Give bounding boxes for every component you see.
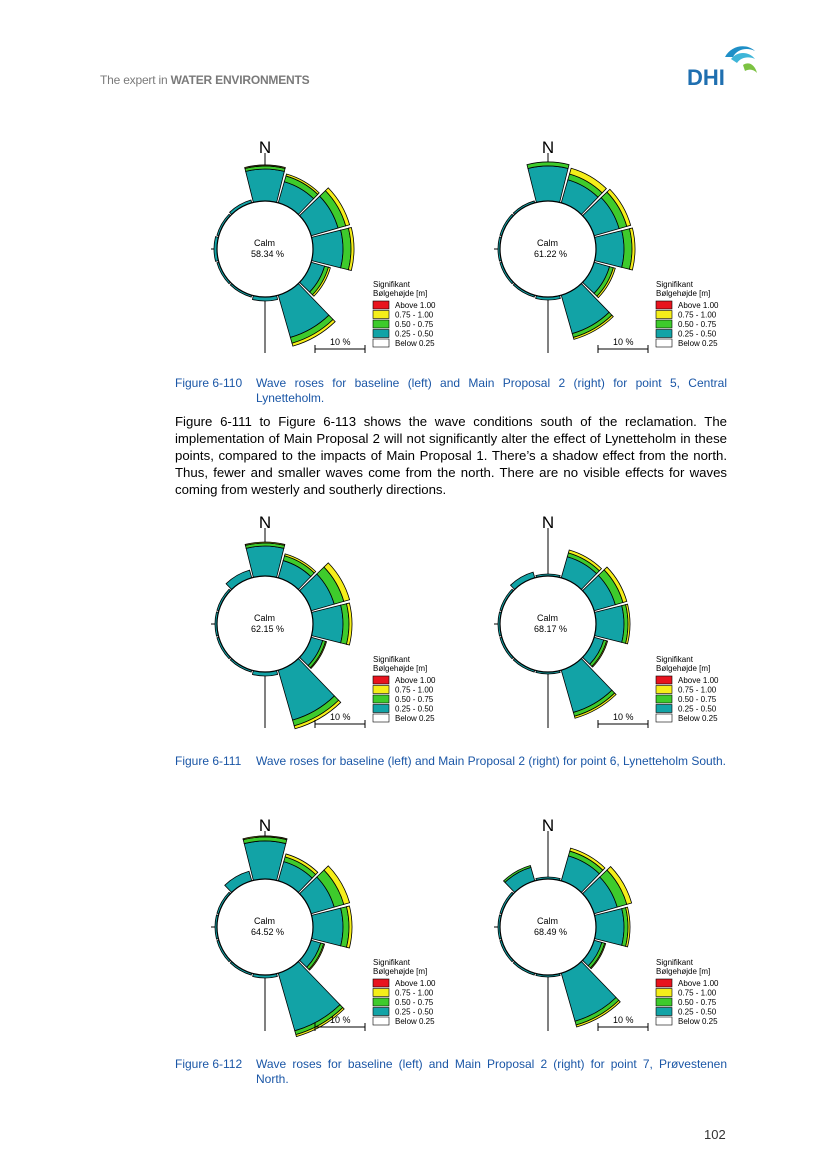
legend-swatch	[373, 339, 389, 347]
legend-swatch	[373, 705, 389, 713]
rose-petal-segment	[312, 605, 343, 643]
rose-petal-segment	[595, 231, 624, 268]
dhi-logo	[687, 43, 759, 89]
legend-item-label: Above 1.00	[678, 676, 719, 685]
rose-petal-segment	[312, 908, 343, 946]
scale-label: 10 %	[613, 337, 634, 347]
legend-item-label: Above 1.00	[395, 979, 436, 988]
legend-swatch	[656, 686, 672, 694]
wave-rose-fig111-proposal2	[478, 510, 733, 735]
legend-item-label: Above 1.00	[395, 301, 436, 310]
rose-petal-segment	[595, 606, 624, 643]
legend-swatch	[373, 989, 389, 997]
legend-swatch	[656, 998, 672, 1006]
header-tagline	[100, 73, 309, 87]
rose-petal-segment	[246, 169, 285, 202]
scale-label: 10 %	[330, 337, 351, 347]
legend-item-label: Below 0.25	[395, 339, 435, 348]
wave-rose-fig112-proposal2	[478, 813, 733, 1038]
north-label: N	[541, 513, 555, 532]
legend-item-label: 0.50 - 0.75	[395, 320, 434, 329]
calm-label: Calm	[537, 613, 559, 623]
legend-swatch	[656, 676, 672, 684]
legend-title-line1: Signifikant	[656, 655, 693, 664]
calm-value: 58.34 %	[251, 249, 285, 259]
legend-item-label: Below 0.25	[678, 339, 718, 348]
legend-item-label: 0.50 - 0.75	[678, 998, 717, 1007]
dhi-logo-graphic	[687, 43, 759, 89]
legend-item-label: 0.25 - 0.50	[678, 329, 717, 339]
legend-title-line2: Bølgehøjde [m]	[373, 289, 428, 298]
rose-petal-segment	[246, 546, 284, 577]
legend-swatch	[373, 998, 389, 1006]
legend-item-label: 0.25 - 0.50	[395, 329, 434, 339]
legend-item-label: 0.50 - 0.75	[678, 320, 717, 329]
page-number: 102	[704, 1127, 726, 1142]
legend-swatch	[373, 1008, 389, 1016]
legend-item-label: 0.25 - 0.50	[678, 704, 717, 714]
legend-title-line1: Signifikant	[373, 655, 410, 664]
tagline-bold: WATER ENVIRONMENTS	[170, 73, 310, 87]
wave-rose-fig110-proposal2	[478, 135, 733, 360]
wave-rose-fig110-baseline	[195, 135, 450, 360]
legend-item-label: 0.50 - 0.75	[395, 695, 434, 704]
legend-swatch	[373, 301, 389, 309]
calm-value: 61.22 %	[534, 249, 568, 259]
legend-item-label: 0.75 - 1.00	[678, 988, 717, 998]
caption-number: Figure 6-111	[175, 754, 242, 768]
logo-text: DHI	[687, 65, 725, 89]
wave-rose-fig111-baseline	[195, 510, 450, 735]
scale-label: 10 %	[613, 1015, 634, 1025]
calm-value: 68.49 %	[534, 927, 568, 937]
legend-swatch	[373, 686, 389, 694]
legend-item-label: 0.75 - 1.00	[678, 310, 717, 320]
calm-label: Calm	[254, 916, 276, 926]
caption-number: Figure 6-112	[175, 1057, 243, 1071]
legend-item-label: 0.75 - 1.00	[395, 988, 434, 998]
legend-item-label: Below 0.25	[678, 714, 718, 723]
legend-title-line1: Signifikant	[656, 280, 693, 289]
legend-swatch	[656, 320, 672, 328]
calm-label: Calm	[537, 916, 559, 926]
north-label: N	[541, 138, 555, 157]
calm-value: 62.15 %	[251, 624, 285, 634]
legend-item-label: 0.50 - 0.75	[395, 998, 434, 1007]
legend-item-label: 0.75 - 1.00	[678, 685, 717, 695]
caption-number: Figure 6-110	[175, 376, 243, 390]
legend-swatch	[656, 714, 672, 722]
north-label: N	[541, 816, 555, 835]
legend-swatch	[656, 979, 672, 987]
north-label: N	[258, 513, 272, 532]
legend-swatch	[656, 695, 672, 703]
calm-label: Calm	[537, 238, 559, 248]
figure-caption-111	[175, 754, 727, 769]
north-label: N	[258, 138, 272, 157]
scale-label: 10 %	[330, 1015, 351, 1025]
calm-value: 64.52 %	[251, 927, 285, 937]
figure-caption-112	[175, 1057, 727, 1087]
figure-caption-110	[175, 376, 727, 406]
legend-item-label: 0.75 - 1.00	[395, 310, 434, 320]
legend-title-line1: Signifikant	[656, 958, 693, 967]
legend-title-line2: Bølgehøjde [m]	[373, 664, 428, 673]
legend-item-label: 0.50 - 0.75	[678, 695, 717, 704]
legend-swatch	[656, 705, 672, 713]
legend-swatch	[373, 1017, 389, 1025]
legend-item-label: Below 0.25	[395, 714, 435, 723]
legend-swatch	[373, 714, 389, 722]
caption-text: Wave roses for baseline (left) and Main Proposal 2 (right) for point 5, Central Lynetteholm.	[256, 376, 727, 405]
wave-rose-fig112-baseline	[195, 813, 450, 1038]
legend-item-label: 0.75 - 1.00	[395, 685, 434, 695]
legend-swatch	[656, 989, 672, 997]
legend-swatch	[373, 320, 389, 328]
legend-swatch	[656, 1017, 672, 1025]
caption-text: Wave roses for baseline (left) and Main Proposal 2 (right) for point 6, Lynetteholm South.	[256, 754, 727, 768]
legend-swatch	[656, 311, 672, 319]
legend-item-label: Above 1.00	[395, 676, 436, 685]
legend-item-label: Above 1.00	[678, 979, 719, 988]
rose-petal-segment	[244, 841, 286, 880]
calm-label: Calm	[254, 238, 276, 248]
legend-swatch	[656, 1008, 672, 1016]
legend-item-label: 0.25 - 0.50	[395, 1007, 434, 1017]
rose-petal-segment	[528, 166, 568, 202]
rose-petal-segment	[312, 230, 343, 268]
legend-swatch	[656, 330, 672, 338]
legend-swatch	[373, 979, 389, 987]
legend-swatch	[656, 301, 672, 309]
legend-title-line2: Bølgehøjde [m]	[656, 289, 711, 298]
legend-swatch	[373, 330, 389, 338]
legend-title-line2: Bølgehøjde [m]	[373, 967, 428, 976]
legend-title-line1: Signifikant	[373, 280, 410, 289]
calm-label: Calm	[254, 613, 276, 623]
legend-item-label: 0.25 - 0.50	[678, 1007, 717, 1017]
legend-item-label: 0.25 - 0.50	[395, 704, 434, 714]
scale-label: 10 %	[330, 712, 351, 722]
scale-label: 10 %	[613, 712, 634, 722]
north-label: N	[258, 816, 272, 835]
legend-swatch	[373, 311, 389, 319]
legend-item-label: Below 0.25	[678, 1017, 718, 1026]
body-paragraph: Figure 6-111 to Figure 6-113 shows the wave conditions south of the reclamation. The implementation of Main Proposal 2 will not significantly alter the effect of Lynetteholm in these points, compared to the impacts of Main Proposal 1. There’s a shadow effect from the north. Thus, fewer and smaller waves come from the north. There are no visible effects for waves coming from westerly and southerly directions.	[175, 414, 727, 497]
legend-title-line2: Bølgehøjde [m]	[656, 967, 711, 976]
legend-item-label: Below 0.25	[395, 1017, 435, 1026]
legend-swatch	[656, 339, 672, 347]
tagline-prefix: The expert in	[100, 73, 171, 87]
calm-value: 68.17 %	[534, 624, 568, 634]
legend-item-label: Above 1.00	[678, 301, 719, 310]
legend-title-line1: Signifikant	[373, 958, 410, 967]
legend-swatch	[373, 695, 389, 703]
legend-title-line2: Bølgehøjde [m]	[656, 664, 711, 673]
legend-swatch	[373, 676, 389, 684]
caption-text: Wave roses for baseline (left) and Main Proposal 2 (right) for point 7, Prøvestenen North.	[256, 1057, 727, 1086]
rose-petal-segment	[595, 909, 624, 946]
